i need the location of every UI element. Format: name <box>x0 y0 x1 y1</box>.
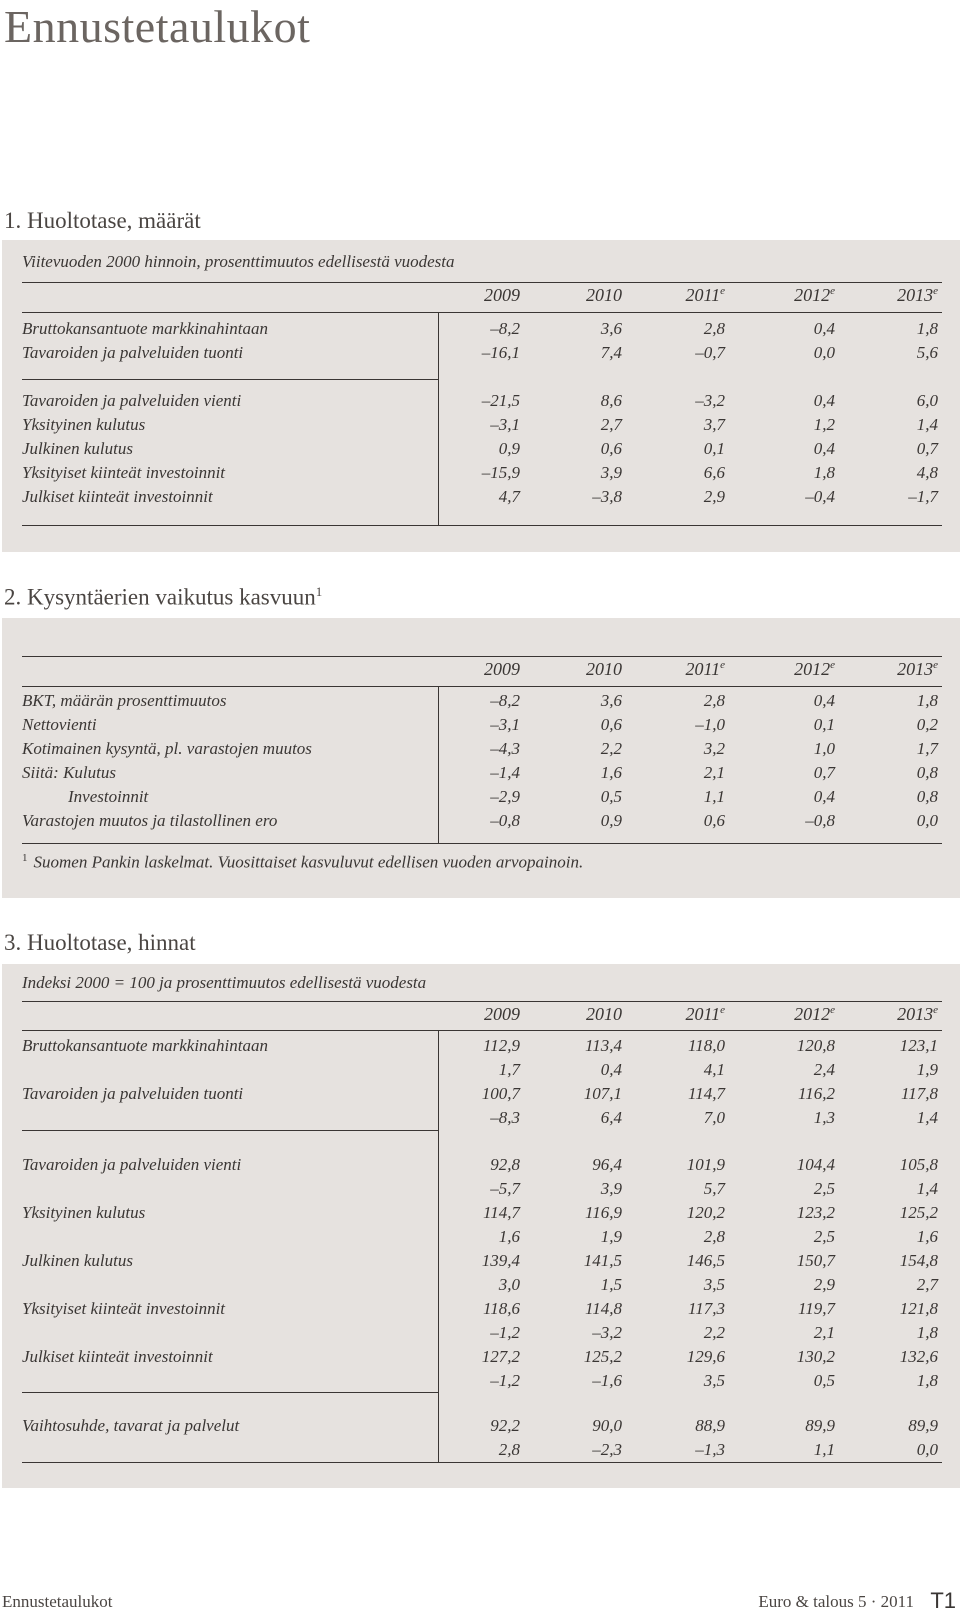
estimate-mark: e <box>830 285 835 297</box>
table-cell: 132,6 <box>899 1347 938 1366</box>
table-cell: 0,6 <box>600 715 622 734</box>
table-cell: 139,4 <box>481 1251 520 1270</box>
row-label: Yksityinen kulutus <box>22 415 146 434</box>
row-label: Yksityiset kiinteät investoinnit <box>22 1299 226 1318</box>
estimate-mark: e <box>933 659 938 671</box>
table-cell: 1,2 <box>813 415 835 434</box>
footnote-mark: 1 <box>315 584 323 599</box>
table-cell: –0,8 <box>805 811 835 830</box>
table-cell: –21,5 <box>481 391 520 410</box>
table-cell: 3,0 <box>498 1275 520 1294</box>
table-cell: 100,7 <box>481 1084 520 1103</box>
table-cell: 90,0 <box>592 1416 622 1435</box>
column-header: 2013e <box>897 285 938 305</box>
table-cell: 101,9 <box>686 1155 725 1174</box>
table-cell: 114,7 <box>688 1084 725 1103</box>
estimate-mark: e <box>720 285 725 297</box>
table-cell: 123,1 <box>899 1036 938 1055</box>
table-cell: –3,8 <box>592 487 622 506</box>
section3-title: 3. Huoltotase, hinnat <box>4 930 196 955</box>
table-cell: 88,9 <box>695 1416 725 1435</box>
row-label: Bruttokansantuote markkinahintaan <box>22 319 269 338</box>
table-row <box>2 1347 960 1371</box>
table-cell: 4,7 <box>498 487 520 506</box>
table-cell: 120,2 <box>686 1203 725 1222</box>
table-row <box>2 463 960 487</box>
estimate-mark: e <box>720 1004 725 1016</box>
row-label: Julkiset kiinteät investoinnit <box>22 487 213 506</box>
table-cell: 146,5 <box>686 1251 725 1270</box>
table-cell: –0,8 <box>490 811 520 830</box>
footer-page-code: T1 <box>930 1588 956 1613</box>
row-label: Tavaroiden ja palveluiden vienti <box>22 1155 242 1174</box>
table-cell: 130,2 <box>796 1347 835 1366</box>
column-header: 2011e <box>685 1004 725 1024</box>
column-header: 2013e <box>897 659 938 679</box>
estimate-mark: e <box>830 1004 835 1016</box>
table-cell: 0,0 <box>813 343 835 362</box>
table-cell: 4,1 <box>703 1060 725 1079</box>
table-row <box>2 1084 960 1108</box>
row-label: Vaihtosuhde, tavarat ja palvelut <box>22 1416 240 1435</box>
table-cell: 114,7 <box>483 1203 520 1222</box>
row-label: Yksityinen kulutus <box>22 1203 146 1222</box>
table-cell: 0,6 <box>600 439 622 458</box>
table-cell: 1,5 <box>600 1275 622 1294</box>
table-cell: 129,6 <box>686 1347 725 1366</box>
table-cell: 0,1 <box>813 715 835 734</box>
table-cell: 1,8 <box>916 1323 938 1342</box>
table-cell: 6,0 <box>916 391 938 410</box>
row-label: Investoinnit <box>68 787 149 806</box>
table-row <box>2 1371 960 1395</box>
row-label: Tavaroiden ja palveluiden tuonti <box>22 343 244 362</box>
table-row <box>2 1203 960 1227</box>
table-row <box>2 1108 960 1132</box>
row-label: Julkinen kulutus <box>22 439 133 458</box>
table-row <box>2 1251 960 1275</box>
column-header: 2009 <box>484 659 520 679</box>
table-row <box>2 487 960 511</box>
table-cell: 1,8 <box>813 463 835 482</box>
table-cell: 113,4 <box>585 1036 622 1055</box>
column-header: 2009 <box>484 1004 520 1024</box>
table-cell: 1,4 <box>916 1108 938 1127</box>
table-rule <box>22 312 942 313</box>
table-cell: 1,9 <box>916 1060 938 1079</box>
table-cell: 2,2 <box>600 739 622 758</box>
table-cell: 4,8 <box>916 463 938 482</box>
table-cell: 105,8 <box>899 1155 938 1174</box>
table-cell: 3,6 <box>600 319 622 338</box>
table-cell: 1,8 <box>916 319 938 338</box>
section2-table <box>2 618 960 898</box>
table-cell: 119,7 <box>798 1299 835 1318</box>
table-cell: 0,4 <box>813 787 835 806</box>
table-cell: 6,6 <box>703 463 725 482</box>
table-cell: 2,5 <box>813 1227 835 1246</box>
table-rule <box>22 525 942 526</box>
table-cell: 2,1 <box>813 1323 835 1342</box>
estimate-mark: e <box>933 285 938 297</box>
table-cell: 3,5 <box>703 1371 725 1390</box>
table-row <box>2 1275 960 1299</box>
table-cell: 1,8 <box>916 1371 938 1390</box>
table-rule <box>22 656 942 657</box>
table-cell: 1,4 <box>916 415 938 434</box>
estimate-mark: e <box>933 1004 938 1016</box>
row-label: Bruttokansantuote markkinahintaan <box>22 1036 269 1055</box>
table-cell: 3,6 <box>600 691 622 710</box>
table-cell: –1,2 <box>490 1371 520 1390</box>
section1-subtitle: Viitevuoden 2000 hinnoin, prosenttimuutos edellisestä vuodesta <box>22 252 455 271</box>
table-cell: 0,5 <box>600 787 622 806</box>
table-cell: 3,2 <box>703 739 725 758</box>
table-cell: –1,4 <box>490 763 520 782</box>
column-header: 2011e <box>685 659 725 679</box>
table-cell: 118,6 <box>483 1299 520 1318</box>
table-cell: 125,2 <box>583 1347 622 1366</box>
table-rule <box>22 282 942 283</box>
table-rule <box>22 1001 942 1002</box>
table-cell: 2,2 <box>703 1323 725 1342</box>
table-cell: 154,8 <box>899 1251 938 1270</box>
table-cell: 2,8 <box>498 1440 520 1459</box>
table-cell: 1,6 <box>600 763 622 782</box>
table-row <box>2 1416 960 1440</box>
header-row <box>2 285 960 309</box>
table-cell: 2,8 <box>703 319 725 338</box>
table-cell: 1,1 <box>813 1440 835 1459</box>
table-row <box>2 1155 960 1179</box>
table-cell: –15,9 <box>481 463 520 482</box>
table-cell: 117,8 <box>901 1084 938 1103</box>
table-row <box>2 811 960 835</box>
table-cell: –3,2 <box>592 1323 622 1342</box>
table-cell: 150,7 <box>796 1251 835 1270</box>
column-header: 2010 <box>586 285 622 305</box>
table-row <box>2 319 960 343</box>
section3-subtitle: Indeksi 2000 = 100 ja prosenttimuutos edellisestä vuodesta <box>22 973 427 992</box>
table-cell: 125,2 <box>899 1203 938 1222</box>
table-cell: 0,9 <box>498 439 520 458</box>
table-row <box>2 715 960 739</box>
table-cell: 116,9 <box>585 1203 622 1222</box>
table-cell: 0,9 <box>600 811 622 830</box>
table-cell: –5,7 <box>490 1179 520 1198</box>
table-cell: 2,7 <box>600 415 622 434</box>
table-cell: 5,7 <box>703 1179 725 1198</box>
table-cell: –8,2 <box>490 691 520 710</box>
table-cell: 123,2 <box>796 1203 835 1222</box>
table-cell: 8,6 <box>600 391 622 410</box>
table-cell: 0,2 <box>916 715 938 734</box>
table-cell: 117,3 <box>688 1299 725 1318</box>
table-cell: 120,8 <box>796 1036 835 1055</box>
footer-publication: Euro & talous 5 · 2011 <box>758 1592 914 1611</box>
table-row <box>2 1036 960 1060</box>
table-cell: 1,9 <box>600 1227 622 1246</box>
table-cell: 89,9 <box>805 1416 835 1435</box>
table-cell: 0,4 <box>813 439 835 458</box>
table-cell: –3,1 <box>490 415 520 434</box>
table-cell: 1,1 <box>703 787 725 806</box>
column-header: 2013e <box>897 1004 938 1024</box>
table-cell: –0,4 <box>805 487 835 506</box>
table-cell: –1,7 <box>908 487 938 506</box>
table-cell: 0,4 <box>813 319 835 338</box>
table-cell: 1,7 <box>498 1060 520 1079</box>
table-cell: 2,4 <box>813 1060 835 1079</box>
table-cell: 0,5 <box>813 1371 835 1390</box>
table-cell: 0,1 <box>703 439 725 458</box>
table-cell: –16,1 <box>481 343 520 362</box>
table-row <box>2 787 960 811</box>
table-cell: 112,9 <box>483 1036 520 1055</box>
table-cell: 0,6 <box>703 811 725 830</box>
table-cell: 0,7 <box>813 763 835 782</box>
section2-footnote: $^1$ Suomen Pankin laskelmat. Vuosittaiset kasvuluvut edellisen vuoden arvopainoin. <box>22 852 584 872</box>
table-row <box>2 1060 960 1084</box>
table-rule <box>22 843 942 844</box>
table-cell: 2,1 <box>703 763 725 782</box>
table-row <box>2 1440 960 1464</box>
table-cell: 127,2 <box>481 1347 520 1366</box>
table-rule <box>22 379 438 380</box>
table-cell: 2,8 <box>703 1227 725 1246</box>
section1-table <box>2 240 960 552</box>
table-cell: 3,5 <box>703 1275 725 1294</box>
table-cell: 7,0 <box>703 1108 725 1127</box>
section3-table <box>2 964 960 1488</box>
table-rule <box>22 1030 942 1031</box>
column-header: 2012e <box>794 659 835 679</box>
table-cell: –2,9 <box>490 787 520 806</box>
table-cell: –1,3 <box>695 1440 725 1459</box>
table-row <box>2 739 960 763</box>
table-cell: 1,8 <box>916 691 938 710</box>
table-cell: 104,4 <box>796 1155 835 1174</box>
table-row <box>2 391 960 415</box>
table-row <box>2 439 960 463</box>
table-cell: –3,1 <box>490 715 520 734</box>
table-cell: 1,4 <box>916 1179 938 1198</box>
page-title: Ennustetaulukot <box>4 1 311 52</box>
table-cell: 107,1 <box>583 1084 622 1103</box>
table-cell: 92,2 <box>490 1416 520 1435</box>
table-cell: 3,9 <box>600 463 622 482</box>
table-row <box>2 1179 960 1203</box>
column-header: 2012e <box>794 1004 835 1024</box>
column-header: 2010 <box>586 659 622 679</box>
row-label: Kotimainen kysyntä, pl. varastojen muutos <box>22 739 312 758</box>
table-cell: 114,8 <box>585 1299 622 1318</box>
table-cell: 0,4 <box>813 391 835 410</box>
table-cell: –1,0 <box>695 715 725 734</box>
table-cell: 89,9 <box>908 1416 938 1435</box>
row-label: Julkinen kulutus <box>22 1251 133 1270</box>
table-cell: 0,4 <box>813 691 835 710</box>
table-cell: 0,0 <box>916 811 938 830</box>
row-label: Siitä: Kulutus <box>22 763 116 782</box>
row-label: Tavaroiden ja palveluiden tuonti <box>22 1084 244 1103</box>
table-cell: 1,6 <box>498 1227 520 1246</box>
table-row <box>2 691 960 715</box>
column-header: 2010 <box>586 1004 622 1024</box>
row-label: Varastojen muutos ja tilastollinen ero <box>22 811 278 830</box>
table-cell: –1,2 <box>490 1323 520 1342</box>
table-cell: 0,8 <box>916 787 938 806</box>
row-label: Tavaroiden ja palveluiden vienti <box>22 391 242 410</box>
column-header: 2009 <box>484 285 520 305</box>
row-label: Nettovienti <box>22 715 97 734</box>
estimate-mark: e <box>830 659 835 671</box>
table-cell: 0,0 <box>916 1440 938 1459</box>
table-cell: 2,9 <box>703 487 725 506</box>
header-row <box>2 659 960 683</box>
table-cell: 116,2 <box>798 1084 835 1103</box>
table-row <box>2 1299 960 1323</box>
table-cell: 0,7 <box>916 439 938 458</box>
table-cell: 2,8 <box>703 691 725 710</box>
column-header: 2012e <box>794 285 835 305</box>
table-cell: –8,2 <box>490 319 520 338</box>
table-cell: 141,5 <box>583 1251 622 1270</box>
table-cell: 96,4 <box>592 1155 622 1174</box>
table-cell: 121,8 <box>899 1299 938 1318</box>
table-cell: –0,7 <box>695 343 725 362</box>
table-cell: 2,7 <box>916 1275 938 1294</box>
table-cell: 1,0 <box>813 739 835 758</box>
section2-title: 2. Kysyntäerien vaikutus kasvuun$^1$ <box>4 584 323 610</box>
table-row <box>2 1227 960 1251</box>
table-cell: 5,6 <box>916 343 938 362</box>
table-row <box>2 343 960 367</box>
table-cell: 2,5 <box>813 1179 835 1198</box>
table-cell: –8,3 <box>490 1108 520 1127</box>
header-row <box>2 1004 960 1028</box>
table-cell: 3,7 <box>703 415 725 434</box>
footer-section-name: Ennustetaulukot <box>2 1592 113 1611</box>
table-row <box>2 1323 960 1347</box>
row-label: BKT, määrän prosenttimuutos <box>22 691 227 710</box>
table-cell: 3,9 <box>600 1179 622 1198</box>
table-cell: 0,4 <box>600 1060 622 1079</box>
table-cell: –3,2 <box>695 391 725 410</box>
table-cell: –1,6 <box>592 1371 622 1390</box>
table-cell: 118,0 <box>688 1036 725 1055</box>
row-label: Yksityiset kiinteät investoinnit <box>22 463 226 482</box>
section1-title: 1. Huoltotase, määrät <box>4 208 201 233</box>
table-cell: 2,9 <box>813 1275 835 1294</box>
estimate-mark: e <box>720 659 725 671</box>
table-cell: 1,6 <box>916 1227 938 1246</box>
table-cell: 7,4 <box>600 343 622 362</box>
table-cell: 0,8 <box>916 763 938 782</box>
table-cell: 1,3 <box>813 1108 835 1127</box>
row-label: Julkiset kiinteät investoinnit <box>22 1347 213 1366</box>
column-header: 2011e <box>685 285 725 305</box>
table-cell: –2,3 <box>592 1440 622 1459</box>
table-cell: 1,7 <box>916 739 938 758</box>
table-rule <box>22 686 942 687</box>
table-row <box>2 763 960 787</box>
table-cell: –4,3 <box>490 739 520 758</box>
table-cell: 6,4 <box>600 1108 622 1127</box>
table-row <box>2 415 960 439</box>
table-cell: 92,8 <box>490 1155 520 1174</box>
